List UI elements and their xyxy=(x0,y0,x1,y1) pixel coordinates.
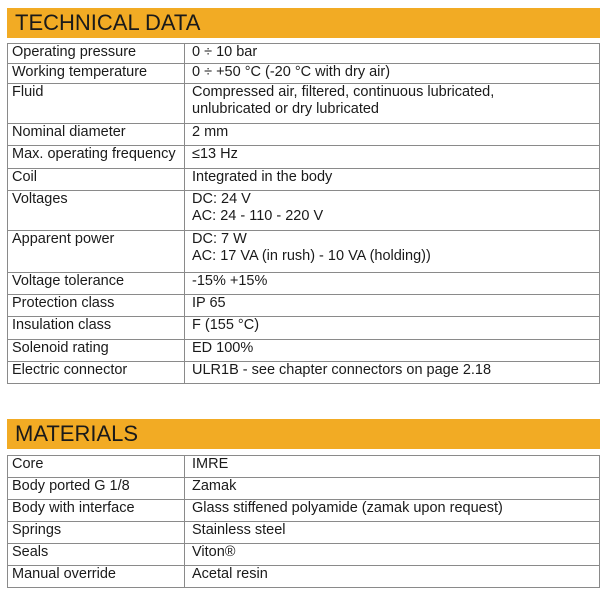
table-row xyxy=(8,317,600,340)
row-value xyxy=(185,146,600,169)
row-value-line: Stainless steel xyxy=(192,522,286,538)
row-value-line: unlubricated or dry lubricated xyxy=(192,101,379,117)
row-value xyxy=(185,295,600,317)
technical-data-title: TECHNICAL DATA xyxy=(15,10,201,35)
table-row xyxy=(8,273,600,295)
row-label: Voltages xyxy=(8,191,185,231)
table-row xyxy=(8,500,600,522)
row-label: Core xyxy=(8,456,185,478)
row-value-line: ≤13 Hz xyxy=(192,146,238,162)
table-row xyxy=(8,456,600,478)
table-row xyxy=(8,191,600,231)
technical-data-header xyxy=(7,8,600,38)
row-value xyxy=(185,544,600,566)
row-value xyxy=(185,362,600,384)
table-row xyxy=(8,295,600,317)
table-row xyxy=(8,362,600,384)
row-value xyxy=(185,124,600,146)
row-value-line: Zamak xyxy=(192,478,237,494)
row-value xyxy=(185,191,600,231)
row-label: Operating pressure xyxy=(8,44,185,64)
table-row xyxy=(8,44,600,64)
row-label: Max. operating frequency xyxy=(8,146,185,169)
table-row xyxy=(8,84,600,124)
row-value xyxy=(185,64,600,84)
row-value xyxy=(185,317,600,340)
row-value xyxy=(185,169,600,191)
table-row xyxy=(8,566,600,588)
table-row xyxy=(8,340,600,362)
row-value-line: AC: 17 VA (in rush) - 10 VA (holding)) xyxy=(192,248,431,264)
row-label: Body ported G 1/8 xyxy=(8,478,185,500)
row-value-line: F (155 °C) xyxy=(192,317,260,333)
row-label: Body with interface xyxy=(8,500,185,522)
row-value-line: 0 ÷ +50 °C (-20 °C with dry air) xyxy=(192,64,391,80)
row-value xyxy=(185,500,600,522)
row-value-line: Viton® xyxy=(192,544,236,560)
row-label: Nominal diameter xyxy=(8,124,185,146)
table-row xyxy=(8,544,600,566)
row-value-line: -15% +15% xyxy=(192,273,268,289)
row-label: Seals xyxy=(8,544,185,566)
table-row xyxy=(8,169,600,191)
row-value-line: Glass stiffened polyamide (zamak upon request) xyxy=(192,500,503,516)
row-label: Voltage tolerance xyxy=(8,273,185,295)
row-value xyxy=(185,456,600,478)
row-value-line: ULR1B - see chapter connectors on page 2.18 xyxy=(192,362,492,378)
row-value xyxy=(185,478,600,500)
technical-data-body xyxy=(8,44,600,384)
row-value xyxy=(185,273,600,295)
row-value-line: AC: 24 - 110 - 220 V xyxy=(192,208,324,224)
materials-body xyxy=(8,456,600,588)
row-label: Coil xyxy=(8,169,185,191)
row-value-line: 2 mm xyxy=(192,124,229,140)
row-value-line: DC: 7 W xyxy=(192,231,247,247)
row-value-line: DC: 24 V xyxy=(192,191,251,207)
row-label: Springs xyxy=(8,522,185,544)
row-label: Fluid xyxy=(8,84,185,124)
row-value xyxy=(185,231,600,273)
row-value-line: Integrated in the body xyxy=(192,169,333,185)
table-row xyxy=(8,146,600,169)
materials-table xyxy=(7,455,600,588)
row-label: Working temperature xyxy=(8,64,185,84)
row-label: Protection class xyxy=(8,295,185,317)
row-value-line: Compressed air, filtered, continuous lubricated, xyxy=(192,84,495,100)
row-value-line: 0 ÷ 10 bar xyxy=(192,44,258,60)
table-row xyxy=(8,478,600,500)
materials-title: MATERIALS xyxy=(15,421,139,446)
row-value xyxy=(185,84,600,124)
technical-data-table xyxy=(7,43,600,384)
row-label: Insulation class xyxy=(8,317,185,340)
table-row xyxy=(8,124,600,146)
row-value xyxy=(185,44,600,64)
row-label: Apparent power xyxy=(8,231,185,273)
row-value xyxy=(185,340,600,362)
row-label: Solenoid rating xyxy=(8,340,185,362)
row-value xyxy=(185,566,600,588)
materials-header xyxy=(7,419,600,449)
row-label: Electric connector xyxy=(8,362,185,384)
row-value-line: IP 65 xyxy=(192,295,226,311)
table-row xyxy=(8,64,600,84)
row-label: Manual override xyxy=(8,566,185,588)
table-row xyxy=(8,231,600,273)
row-value-line: IMRE xyxy=(192,456,229,472)
table-row xyxy=(8,522,600,544)
row-value-line: Acetal resin xyxy=(192,566,268,582)
row-value-line: ED 100% xyxy=(192,340,254,356)
row-value xyxy=(185,522,600,544)
